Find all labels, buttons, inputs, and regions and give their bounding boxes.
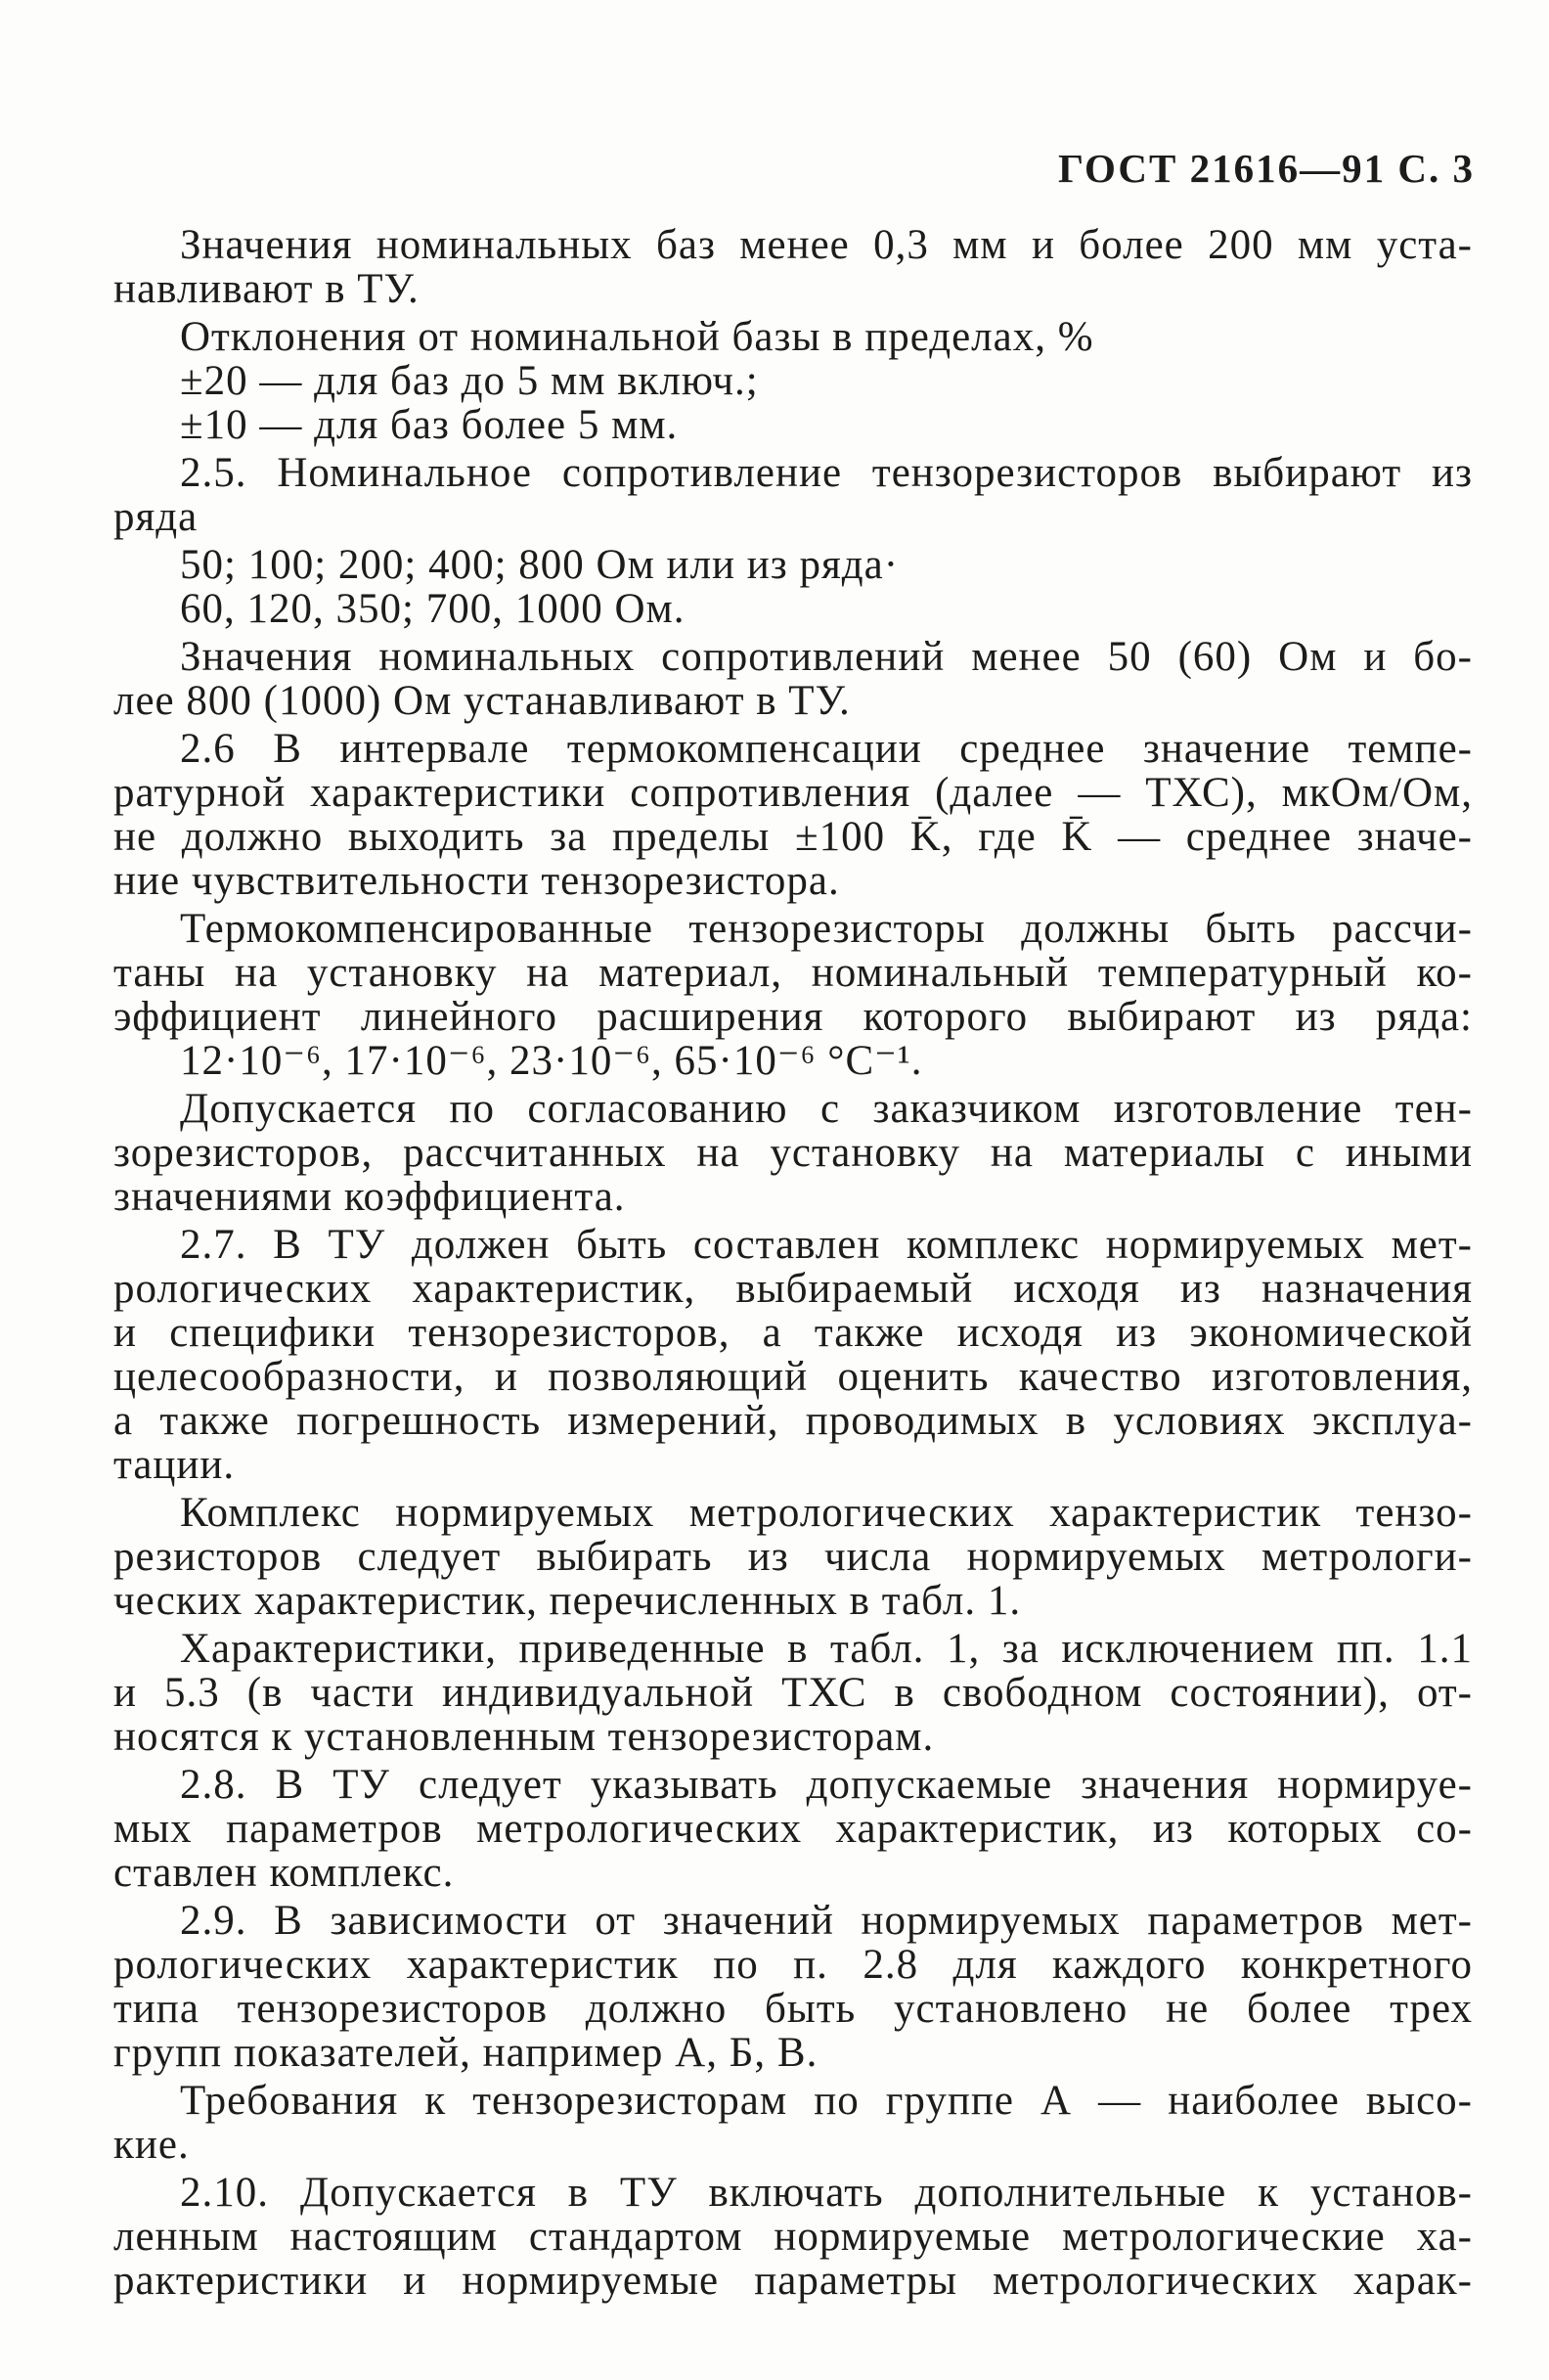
text-line: ческих характеристик, перечисленных в табл. 1. (113, 1578, 1022, 1624)
document-body (113, 223, 1473, 2303)
text-line: зорезисторов, рассчитанных на установку на материалы с иными (113, 1130, 1473, 1176)
text-line: ±10 — для баз более 5 мм. (180, 402, 679, 448)
text-line: и специфики тензорезисторов, а также исходя из экономической (113, 1310, 1473, 1356)
text-line: 2.5. Номинальное сопротивление тензорезисторов выбирают из (180, 450, 1473, 496)
text-line: ленным настоящим стандартом нормируемые метрологические ха- (113, 2214, 1473, 2260)
text-line: тации. (113, 1442, 236, 1488)
text-line: Термокомпенсированные тензорезисторы должны быть рассчи- (180, 906, 1473, 952)
text-line: рологических характеристик, выбираемый исходя из назначения (113, 1266, 1473, 1312)
text-line: Отклонения от номинальной базы в пределах, % (180, 314, 1094, 360)
text-line: 2.6 В интервале термокомпенсации среднее значение темпе- (180, 726, 1473, 772)
text-line: 12·10⁻⁶, 17·10⁻⁶, 23·10⁻⁶, 65·10⁻⁶ °С⁻¹. (180, 1038, 923, 1084)
text-line: рологических характеристик по п. 2.8 для каждого конкретного (113, 1942, 1473, 1988)
text-line: целесообразности, и позволяющий оценить качество изготовления, (113, 1354, 1473, 1400)
text-line: Допускается по согласованию с заказчиком изготовление тен- (180, 1086, 1473, 1132)
text-line: ставлен комплекс. (113, 1850, 455, 1896)
page-header: ГОСТ 21616—91 С. 3 (1057, 146, 1475, 191)
text-line: 2.8. В ТУ следует указывать допускаемые значения нормируе- (180, 1762, 1473, 1808)
text-line: кие. (113, 2122, 190, 2168)
text-line: Комплекс нормируемых метрологических характеристик тензо- (180, 1490, 1473, 1536)
text-line: значениями коэффициента. (113, 1174, 626, 1220)
text-line: мых параметров метрологических характеристик, из которых со- (113, 1806, 1473, 1852)
text-line: ние чувствительности тензорезистора. (113, 858, 840, 904)
text-line: резисторов следует выбирать из числа нормируемых метрологи- (113, 1534, 1473, 1580)
text-line: 2.10. Допускается в ТУ включать дополнительные к установ- (180, 2170, 1473, 2216)
text-line: 2.7. В ТУ должен быть составлен комплекс нормируемых мет- (180, 1222, 1473, 1268)
text-line: рактеристики и нормируемые параметры метрологических харак- (113, 2258, 1473, 2304)
text-line: и 5.3 (в части индивидуальной ТХС в свободном состоянии), от- (113, 1670, 1473, 1716)
text-line: ряда (113, 494, 199, 540)
text-line: Значения номинальных баз менее 0,3 мм и более 200 мм уста- (180, 222, 1473, 268)
text-line: таны на установку на материал, номинальный температурный ко- (113, 950, 1473, 996)
text-line: Значения номинальных сопротивлений менее 50 (60) Ом и бо- (180, 634, 1473, 680)
text-line: лее 800 (1000) Ом устанавливают в ТУ. (113, 678, 851, 724)
text-line: навливают в ТУ. (113, 266, 420, 312)
text-line: ратурной характеристики сопротивления (далее — ТХС), мкОм/Ом, (113, 770, 1473, 816)
text-line: эффициент линейного расширения которого выбирают из ряда: (113, 994, 1473, 1040)
text-line: носятся к установленным тензорезисторам. (113, 1714, 935, 1760)
text-line: групп показателей, например А, Б, В. (113, 2030, 819, 2076)
text-line: 60, 120, 350; 700, 1000 Ом. (180, 586, 686, 632)
text-line: Характеристики, приведенные в табл. 1, за исключением пп. 1.1 (180, 1626, 1473, 1672)
text-line: 2.9. В зависимости от значений нормируемых параметров мет- (180, 1898, 1473, 1944)
text-line: не должно выходить за пределы ±100 K̄, где K̄ — среднее значе- (113, 814, 1473, 860)
text-line: 50; 100; 200; 400; 800 Ом или из ряда· (180, 542, 900, 588)
text-line: Требования к тензорезисторам по группе А — наиболее высо- (180, 2078, 1473, 2124)
text-line: ±20 — для баз до 5 мм включ.; (180, 358, 759, 404)
text-line: типа тензорезисторов должно быть установлено не более трех (113, 1986, 1473, 2032)
text-line: а также погрешность измерений, проводимых в условиях эксплуа- (113, 1398, 1473, 1444)
